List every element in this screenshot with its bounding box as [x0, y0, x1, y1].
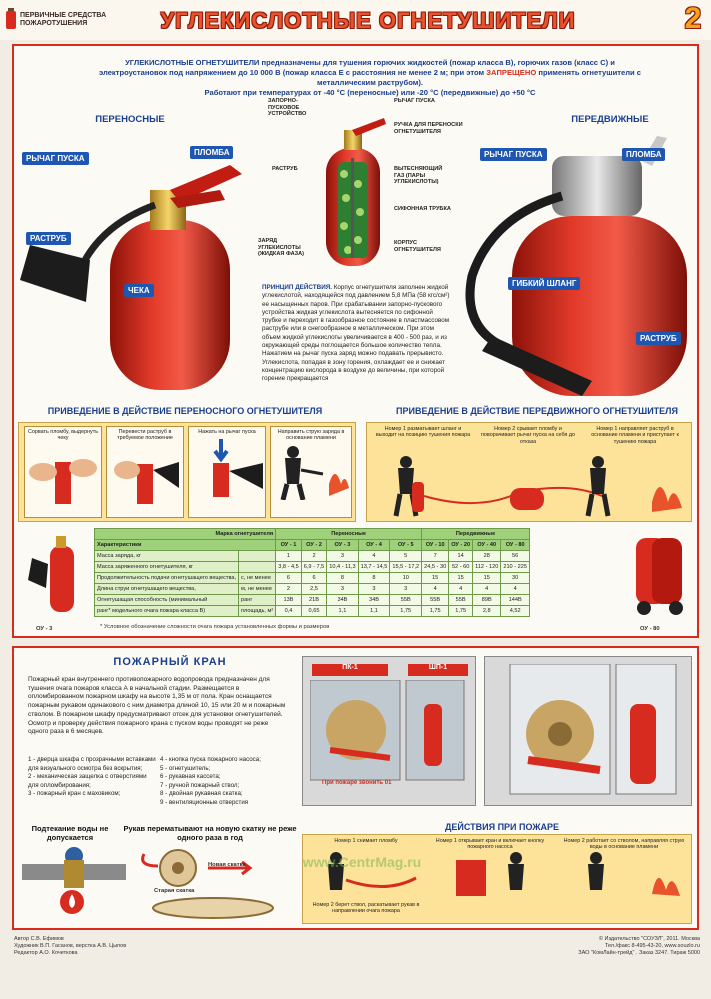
- table-cell: 6: [276, 573, 302, 584]
- cutaway-horn-label: РАСТРУБ: [272, 166, 298, 172]
- watermark: www.CentrMag.ru: [302, 854, 422, 870]
- table-model-row: [95, 540, 530, 551]
- table-cell: 8: [358, 573, 390, 584]
- legend-item: 9 - вентиляционные отверстия: [160, 798, 249, 806]
- table-cell: 15: [449, 573, 473, 584]
- table-cell: 52 - 60: [449, 562, 473, 573]
- intro-part1: УГЛЕКИСЛОТНЫЕ ОГНЕТУШИТЕЛИ предназначены для тушения горючих жидкостей (пожар класса B), горючих газов (класс С) и электроустановок под напряжением до 10 000 В (пожар класса Е с расстояния не менее 2 м; при этом: [98, 58, 615, 77]
- table-row-unit: площадь, м²: [239, 606, 276, 617]
- fire-step-2: Номер 2 берет ствол, раскатывает рукав в направлении очага пожара: [312, 902, 420, 915]
- mobile-step-1-caption: Номер 1 разматывает шланг и выходит на позицию тушения пожара: [375, 426, 471, 439]
- table-cell: 2,5: [301, 584, 327, 595]
- table-cell: 8: [327, 573, 358, 584]
- portable-steps-title: ПРИВЕДЕНИЕ В ДЕЙСТВИЕ ПЕРЕНОСНОГО ОГНЕТУШИТЕЛЯ: [47, 406, 323, 416]
- table-row-label: Масса заряженного огнетушителя, кг: [95, 562, 239, 573]
- page-number: 2: [684, 2, 702, 35]
- person-extinguishing-icon: [271, 444, 351, 500]
- table-cell: 55В: [449, 595, 473, 606]
- table-cell: 89В: [473, 595, 501, 606]
- footer-line: Автор С.В. Ефимов: [14, 936, 64, 942]
- spec-footnote: * Условное обозначение сложности очага пожара установленных формы и размеров: [100, 624, 330, 630]
- footer-line: © Издательство "СОУЗЛ", 2011. Москва: [598, 936, 700, 942]
- table-corner-top: Марка огнетушителя: [95, 529, 276, 540]
- table-cell: 15: [473, 573, 501, 584]
- table-cell: 10,4 - 11,3: [327, 562, 358, 573]
- footer-line: Редактор А.О. Кочеткова: [14, 950, 78, 956]
- intro-forbidden: ЗАПРЕЩЕНО: [486, 68, 537, 77]
- legend-item: 8 - двойная рукавная скатка;: [160, 790, 243, 798]
- table-cell: 6,9 - 7,5: [301, 562, 327, 573]
- fire-step-4: Номер 2 работает со стволом, направляя струю воды в основание пламени: [563, 838, 685, 851]
- hydrant-legend-left: [28, 756, 156, 799]
- principle-lead: ПРИНЦИП ДЕЙСТВИЯ.: [262, 284, 332, 291]
- table-group-mobile: Передвижные: [422, 529, 530, 540]
- table-cell: 1,75: [422, 606, 449, 617]
- portable-step-1-caption: Сорвать пломбу, выдернуть чеку: [27, 429, 99, 442]
- mobile-extinguisher-illustration: [452, 126, 692, 396]
- principle-body: Корпус огнетушителя заполнен жидкой углекислотой, находящейся под давлением 5,8 МПа (58 кгс/см²) ее насыщенных паров. При срабатывании запорно-пускового устройства жидкая углекислота вытесняется по сифонной трубке и переходит в газообразное состояние в пластмассовом раструбе или в снегообразное в металлическом. При этом объем жидкой углекислоты увеличивается в 400 - 500 раз, и из окружающей среды поглощается большое количество тепла. Нажатием на рычаг пуска заряд можно подавать прерывисто. Углекислота, попадая в зону горения, охлаждает ее и снижает концентрацию кислорода в воздухе до величины, при которой горение прекращается: [262, 284, 450, 383]
- table-group-portable: Переносные: [276, 529, 422, 540]
- mobile-lever-callout: РЫЧАГ ПУСКА: [480, 148, 547, 161]
- hand-horn-icon: [107, 444, 183, 504]
- portable-step-3: [188, 426, 266, 518]
- hydrant-legend-right: [160, 756, 292, 808]
- table-cell: 4: [358, 551, 390, 562]
- table-cell: 3: [358, 584, 390, 595]
- cutaway-charge-label: ЗАРЯД УГЛЕКИСЛОТЫ (ЖИДКАЯ ФАЗА): [258, 238, 305, 257]
- cabinet-closed-illustration: [310, 680, 470, 790]
- legend-item: 2 - механическая защелка с отверстиями для опломбирования;: [28, 773, 147, 789]
- ou3-extinguisher-icon: [28, 528, 86, 614]
- table-model-header: ОУ - 40: [473, 540, 501, 551]
- table-row-label: Продолжительность подачи огнетушащего вещества,: [95, 573, 239, 584]
- table-cell: 2,8: [473, 606, 501, 617]
- press-lever-icon: [189, 437, 265, 497]
- table-row-unit: м, не менее: [239, 584, 276, 595]
- table-cell: 1,1: [358, 606, 390, 617]
- footer-credits: [14, 936, 274, 957]
- portable-step-1: [24, 426, 102, 518]
- table-cell: 3: [327, 584, 358, 595]
- table-cell: 28: [473, 551, 501, 562]
- intro-part2: применять огнетушители с металлическим раструбом).: [316, 68, 642, 87]
- old-roll-label: Старая скатка: [154, 888, 195, 894]
- logo-icon: [4, 6, 18, 32]
- mobile-hose-callout: ГИБКИЙ ШЛАНГ: [508, 277, 580, 290]
- mobile-steps-illustration: [370, 452, 690, 518]
- table-cell: 6: [301, 573, 327, 584]
- cabinet-pk1-sign: ПК-1: [312, 664, 388, 676]
- table-cell: 7: [422, 551, 449, 562]
- table-cell: 2: [276, 584, 302, 595]
- table-model-header: ОУ - 2: [301, 540, 327, 551]
- table-model-header: ОУ - 5: [390, 540, 422, 551]
- table-row-label: Длина струи огнетушащего вещества,: [95, 584, 239, 595]
- cutaway-gas-label: ВЫТЕСНЯЮЩИЙ ГАЗ (ПАРЫ УГЛЕКИСЛОТЫ): [394, 166, 443, 185]
- table-cell: 3: [390, 584, 422, 595]
- portable-step-4-caption: Направить струю заряда в основание пламени: [277, 429, 345, 442]
- mobile-step-2-caption: Номер 2 срывает пломбу и поворачивает рычаг пуска на себя до отказа: [480, 426, 575, 445]
- table-row: [95, 606, 530, 617]
- series-label: ПЕРВИЧНЫЕ СРЕДСТВА ПОЖАРОТУШЕНИЯ: [20, 12, 107, 27]
- table-row-label: Масса заряда, кг: [95, 551, 239, 562]
- table-cell: 5: [390, 551, 422, 562]
- footer-line: Художник В.П. Гасанов, верстка А.В. Цыпов: [14, 943, 127, 949]
- mobile-steps-title: ПРИВЕДЕНИЕ В ДЕЙСТВИЕ ПЕРЕДВИЖНОГО ОГНЕТУШИТЕЛЯ: [396, 406, 678, 416]
- table-cell: 14: [449, 551, 473, 562]
- mobile-step-3-caption: Номер 1 направляет раструб в основание пламени и приступает к тушению пожара: [591, 426, 679, 445]
- table-cell: 4,52: [501, 606, 530, 617]
- intro-part3: Работают при температурах от -40 °С (переносные) или -20 °С (передвижные) до +50 °С: [204, 88, 536, 97]
- footer-publisher: [450, 936, 700, 957]
- spec-table-wrap: [94, 528, 614, 617]
- cutaway-illustration: [318, 118, 388, 268]
- leak-caption: Подтекание воды не допускается: [31, 824, 109, 842]
- table-row-unit: ранг: [239, 595, 276, 606]
- cutaway-valve-label: ЗАПОРНО-ПУСКОВОЕ УСТРОЙСТВО: [268, 98, 307, 117]
- hydrant-title: ПОЖАРНЫЙ КРАН: [113, 656, 227, 668]
- ou80-label: ОУ - 80: [640, 626, 660, 632]
- intro-text: [90, 58, 650, 98]
- cabinet-phone-note: При пожаре звонить 01: [322, 780, 392, 786]
- portable-pin-callout: ЧЕКА: [124, 284, 154, 297]
- table-cell: 56: [501, 551, 530, 562]
- portable-horn-callout: РАСТРУБ: [26, 232, 71, 245]
- portable-step-3-caption: Нажать на рычаг пуска: [198, 429, 256, 435]
- table-row-unit: [239, 551, 276, 562]
- table-cell: 55В: [390, 595, 422, 606]
- table-cell: 24,5 - 30: [422, 562, 449, 573]
- reroll-caption: Рукав перематывают на новую скатку не реже одного раза в год: [123, 824, 297, 842]
- legend-item: 6 - рукавная кассета;: [160, 773, 221, 781]
- table-cell: 1: [276, 551, 302, 562]
- table-cell: 34В: [327, 595, 358, 606]
- table-cell: 210 - 225: [501, 562, 530, 573]
- portable-lever-callout: РЫЧАГ ПУСКА: [22, 152, 89, 165]
- table-cell: 0,4: [276, 606, 302, 617]
- cutaway-body-label: КОРПУС ОГНЕТУШИТЕЛЯ: [394, 240, 441, 253]
- legend-item: 4 - кнопка пуска пожарного насоса;: [160, 756, 261, 763]
- table-cell: 0,65: [301, 606, 327, 617]
- table-row: [95, 573, 530, 584]
- table-cell: 10: [390, 573, 422, 584]
- table-cell: 30: [501, 573, 530, 584]
- mobile-title: ПЕРЕДВИЖНЫЕ: [571, 114, 649, 125]
- portable-extinguisher-illustration: [20, 130, 260, 390]
- ou80-extinguisher-icon: [626, 524, 692, 616]
- cabinet-shp1-sign: ШП-1: [408, 664, 468, 676]
- legend-item: 1 - дверца шкафа с прозрачными вставками для визуального осмотра без вскрытия;: [28, 756, 156, 772]
- table-cell: 13,7 - 14,5: [358, 562, 390, 573]
- table-cell: 1,75: [390, 606, 422, 617]
- ou3-label: ОУ - 3: [36, 626, 53, 632]
- table-row-label: Огнетушащая способность (минимальный: [95, 595, 239, 606]
- spec-table: [94, 528, 530, 617]
- table-cell: 4: [449, 584, 473, 595]
- table-cell: 2: [301, 551, 327, 562]
- table-row: [95, 551, 530, 562]
- table-cell: 1,75: [449, 606, 473, 617]
- table-cell: 4: [473, 584, 501, 595]
- table-model-header: ОУ - 1: [276, 540, 302, 551]
- portable-step-2-caption: Перевести раструб в требуемое положение: [117, 429, 173, 442]
- table-cell: 55В: [422, 595, 449, 606]
- table-cell: 4: [501, 584, 530, 595]
- principle-text: [262, 284, 452, 384]
- portable-title: ПЕРЕНОСНЫЕ: [95, 114, 165, 125]
- portable-step-2: [106, 426, 184, 518]
- table-header-row: [95, 529, 530, 540]
- table-cell: 1,1: [327, 606, 358, 617]
- mobile-seal-callout: ПЛОМБА: [622, 148, 665, 161]
- table-cell: 21В: [301, 595, 327, 606]
- table-row-unit: с, не менее: [239, 573, 276, 584]
- table-row-label: ранг* модельного очага пожара класса В): [95, 606, 239, 617]
- legend-item: 7 - ручной пожарный ствол;: [160, 781, 240, 789]
- table-cell: 34В: [358, 595, 390, 606]
- footer-line: ЗАО "КомЛайн-трейд" . Заказ 3247. Тираж 5000: [578, 950, 700, 956]
- table-row: [95, 584, 530, 595]
- table-row: [95, 595, 530, 606]
- table-cell: 3: [327, 551, 358, 562]
- table-row-unit: [239, 562, 276, 573]
- table-row: [95, 562, 530, 573]
- table-model-header: ОУ - 10: [422, 540, 449, 551]
- table-model-header: ОУ - 80: [501, 540, 530, 551]
- portable-seal-callout: ПЛОМБА: [190, 146, 233, 159]
- fire-step-1: Номер 1 снимает пломбу: [334, 838, 398, 844]
- hydrant-description: Пожарный кран внутреннего противопожарного водопровода предназначен для тушения очага пожаров класса А в начальной стадии. Размещается в опломбированном пожарном шкафу на высоте 1,35 м от пола. Кран оснащается пожарным рукавом одинакового с ним диаметра длиной 10, 15 или 20 м и пожарным стволом. В пожарном шкафу предусматривают отсек для установки огнетушителей. Осмотр и проверку действия пожарного крана с пуском воды проводят не реже одного раза в 6 месяцев.: [28, 676, 286, 736]
- table-cell: 112 - 120: [473, 562, 501, 573]
- fire-step-3: Номер 1 открывает кран и включает кнопку пожарного насоса: [435, 838, 545, 851]
- table-model-header: ОУ - 4: [358, 540, 390, 551]
- legend-item: 5 - огнетушитель;: [160, 764, 211, 772]
- new-roll-label: Новая скатка: [208, 862, 246, 868]
- mobile-horn-callout: РАСТРУБ: [636, 332, 681, 345]
- cutaway-lever-label: РЫЧАГ ПУСКА: [394, 98, 435, 104]
- table-cell: 144В: [501, 595, 530, 606]
- cabinet-open-illustration: [490, 664, 686, 800]
- page-title: УГЛЕКИСЛОТНЫЕ ОГНЕТУШИТЕЛИ: [160, 8, 576, 33]
- table-model-header: ОУ - 20: [449, 540, 473, 551]
- table-model-header: ОУ - 3: [327, 540, 358, 551]
- table-cell: 15,5 - 17,2: [390, 562, 422, 573]
- table-cell: 13В: [276, 595, 302, 606]
- cutaway-handle-label: РУЧКА ДЛЯ ПЕРЕНОСКИ ОГНЕТУШИТЕЛЯ: [394, 122, 463, 135]
- portable-step-4: [270, 426, 352, 518]
- table-corner-bottom: Характеристики: [95, 540, 276, 551]
- hand-pin-icon: [25, 444, 101, 504]
- table-cell: 4: [422, 584, 449, 595]
- valve-leak-illustration: [22, 846, 126, 922]
- cutaway-siphon-label: СИФОННАЯ ТРУБКА: [394, 206, 451, 212]
- legend-item: 3 - пожарный кран с маховиком;: [28, 790, 121, 798]
- table-cell: 15: [422, 573, 449, 584]
- fire-actions-title: ДЕЙСТВИЯ ПРИ ПОЖАРЕ: [444, 822, 560, 832]
- table-cell: 3,8 - 4,5: [276, 562, 302, 573]
- footer-line: Тел./факс 8-495-43-20, www.souzlo.ru: [604, 943, 700, 949]
